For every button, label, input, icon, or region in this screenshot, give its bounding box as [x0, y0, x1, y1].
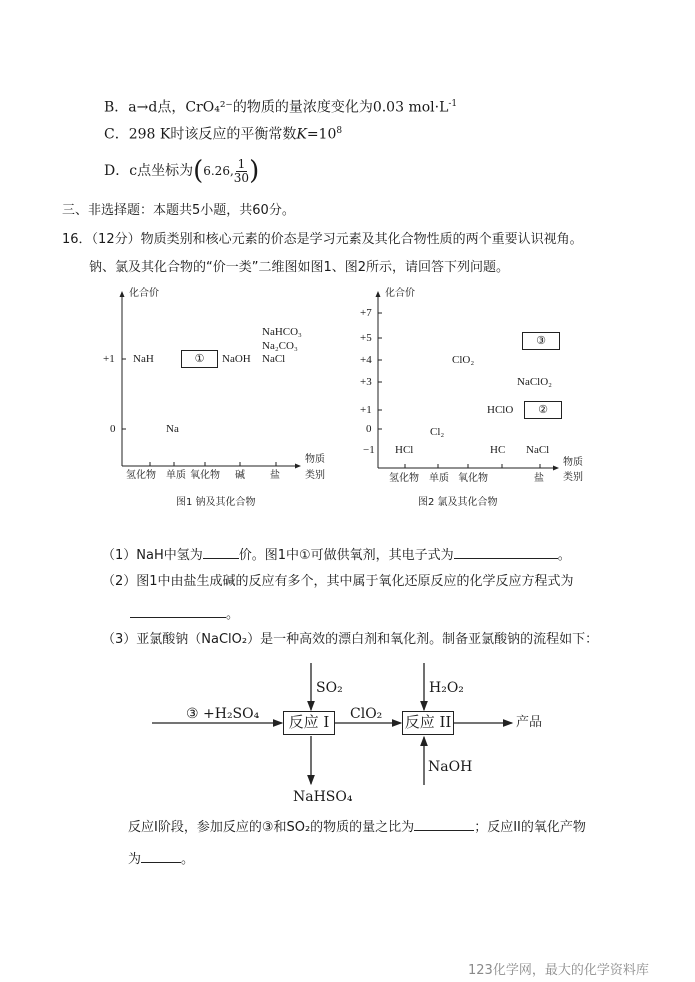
fig1-caption: 图1 钠及其化合物	[176, 497, 256, 508]
fig2-ytick: −1	[363, 444, 375, 456]
q3-text-b: ；反应II的氧化产物	[474, 820, 586, 835]
question-2-answer	[130, 604, 239, 623]
fig1-xlabel: 物质	[305, 454, 325, 465]
fig1-naoh: NaOH	[222, 353, 251, 365]
section-heading: 三、非选择题：本题共5小题，共60分。	[62, 203, 295, 218]
q3-text-a: 反应I阶段，参加反应的③和SO₂的物质的量之比为	[128, 820, 415, 835]
fig2-caption: 图2 氯及其化合物	[418, 497, 498, 508]
fig1-nah: NaH	[133, 353, 154, 365]
q1-text-c: 。	[557, 548, 571, 563]
answer-blank[interactable]	[454, 545, 558, 559]
fig2-nacl: NaCl	[526, 444, 550, 456]
option-c-sup: 8	[336, 126, 343, 136]
option-c-text: C．298 K时该反应的平衡常数	[104, 126, 297, 143]
fig1-ylabel: 化合价	[129, 288, 159, 299]
fig2-ytick: +4	[360, 354, 372, 366]
question-1	[102, 545, 571, 564]
flow-reactor-2: 反应 II	[402, 711, 454, 735]
answer-blank[interactable]	[203, 545, 239, 559]
option-b-text: B．a→d点，CrO₄²⁻的物质的量浓度变化为0.03 mol·L	[104, 99, 449, 116]
fig2-ytick: 0	[366, 423, 372, 435]
fig1-na2co3: Na₂CO₃	[262, 340, 298, 352]
fig1-xlabel: 类别	[305, 470, 325, 481]
fig1-axes	[122, 292, 300, 466]
fig2-ytick: +5	[360, 332, 372, 344]
option-c-k: K	[296, 126, 307, 143]
flow-reactor-1: 反应 I	[283, 711, 335, 735]
flow-nahso4-label: NaHSO₄	[293, 789, 353, 805]
fig2-ytick: +7	[360, 307, 372, 319]
q2-end: 。	[226, 607, 240, 622]
fig2-xtick: 氧化物	[458, 473, 488, 484]
flow-so2-label: SO₂	[316, 680, 343, 696]
fig1-xtick: 盐	[270, 470, 280, 481]
fig1-box-1: ①	[181, 350, 218, 368]
fig2-hcl: HCl	[395, 444, 414, 456]
fraction-numerator: 1	[237, 156, 246, 171]
q1-text-b: 价。图1中①可做供氧剂，其电子式为	[238, 548, 454, 563]
fig2-hclo: HClO	[487, 404, 514, 416]
fig2-box-3: ③	[522, 332, 560, 350]
fig2-xlabel: 类别	[563, 472, 583, 483]
flow-input-label: ③ +H₂SO₄	[186, 706, 260, 722]
flow-product-label: 产品	[516, 715, 543, 730]
answer-blank[interactable]	[414, 817, 474, 831]
fig2-xtick: 氢化物	[389, 473, 419, 484]
fig2-ytick: +1	[360, 404, 372, 416]
fig1-nahco3: NaHCO₃	[262, 326, 302, 338]
option-d-text: D．c点坐标为	[104, 163, 194, 179]
answer-blank[interactable]	[130, 604, 226, 618]
fraction-denominator: 30	[233, 170, 250, 185]
option-d: D．c点坐标为(6.26, $\frac{1}{30}$ )	[104, 156, 260, 186]
fig1-na: Na	[166, 423, 179, 435]
fig2-xtick: 盐	[534, 473, 544, 484]
fig1-xtick: 碱	[235, 470, 245, 481]
fig2-xtick: 单质	[429, 473, 449, 484]
question-3-text-2	[128, 849, 194, 868]
fig1-xtick: 氧化物	[190, 470, 220, 481]
fig2-ylabel: 化合价	[385, 288, 415, 299]
flow-h2o2-label: H₂O₂	[429, 680, 464, 696]
q16-line1: 16．（12分）物质类别和核心元素的价态是学习元素及其化合物性质的两个重要认识视角。	[62, 232, 583, 247]
fig2-xlabel: 物质	[563, 457, 583, 468]
question-3: （3）亚氯酸钠（NaClO₂）是一种高效的漂白剂和氧化剂。制备亚氯酸钠的流程如下：	[102, 632, 599, 647]
fig2-ytick: +3	[360, 376, 372, 388]
fig1-ytick: +1	[103, 353, 115, 365]
fig1-xtick: 单质	[166, 470, 186, 481]
fig1-ytick: 0	[110, 423, 116, 435]
option-c-eq: =10	[306, 126, 337, 143]
question-3-text	[128, 817, 586, 836]
fig2-clo2: ClO₂	[452, 354, 475, 366]
footer-watermark: 123化学网，最大的化学资料库	[468, 963, 649, 978]
fig2-cl2: Cl₂	[430, 426, 445, 438]
question-2: （2）图1中由盐生成碱的反应有多个，其中属于氧化还原反应的化学反应方程式为	[102, 574, 574, 589]
fig2-naclo2: NaClO₂	[517, 376, 552, 388]
flow-clo2-label: ClO₂	[350, 706, 383, 722]
fig2-box-2: ②	[524, 401, 562, 419]
fig2-hc: HC	[490, 444, 506, 456]
q16-line2: 钠、氯及其化合物的“价一类”二维图如图1、图2所示，请回答下列问题。	[89, 260, 510, 275]
q3-text-c: 为	[128, 852, 142, 867]
option-d-x: 6.26,	[203, 164, 234, 178]
q3-text-d: 。	[181, 852, 195, 867]
option-b-sup: -1	[448, 99, 458, 109]
flow-naoh-label: NaOH	[428, 759, 473, 775]
fig1-xtick: 氢化物	[126, 470, 156, 481]
fig1-nacl: NaCl	[262, 353, 286, 365]
answer-blank[interactable]	[141, 849, 181, 863]
q1-text-a: （1）NaH中氢为	[102, 548, 203, 563]
